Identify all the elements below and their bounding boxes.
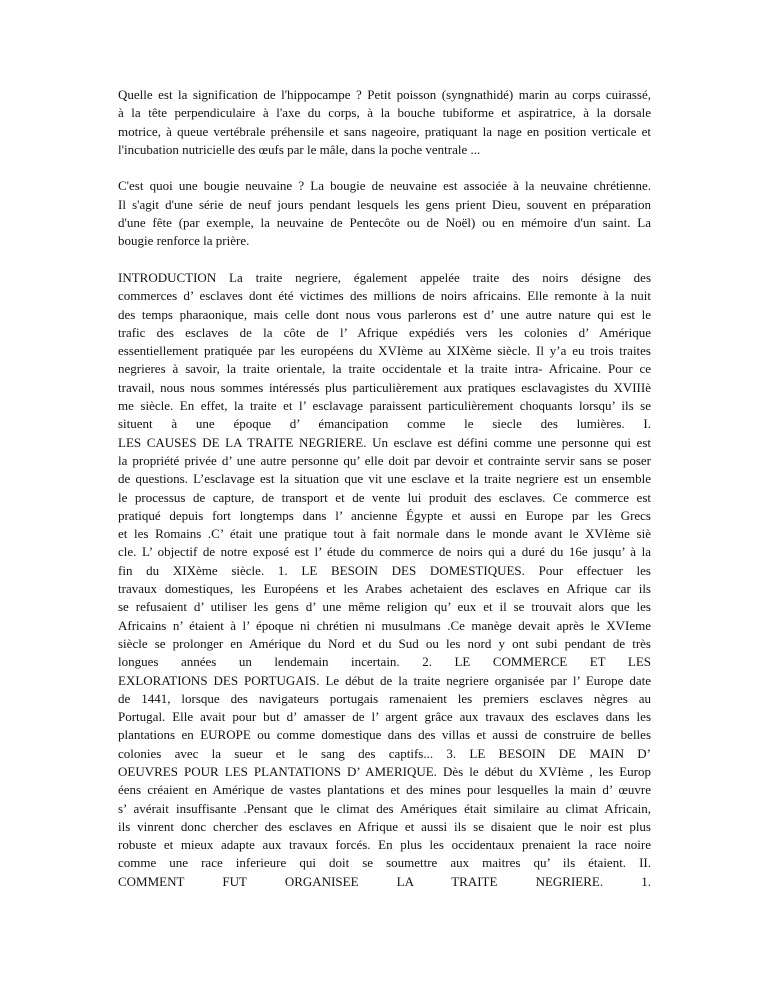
text-line: Portugal. Elle avait pour but d’ amasser de l’ argent grâce aux travaux des esclaves dans les [118, 709, 651, 725]
text-line: ils vinrent donc chercher des esclaves en Afrique et aussi ils se disaient que le noir est plus [118, 818, 651, 834]
text-line: fin du XIXème siècle. 1. LE BESOIN DES DOMESTIQUES. Pour effectuer les [118, 562, 651, 578]
paragraph-bougie-neuvaine [118, 177, 651, 250]
text-line: siècle se prolonger en Amérique du Nord et du Sud ou les nord y ont subi pendant de très [118, 635, 651, 651]
text-line: à la tête perpendiculaire à l'axe du corps, à la bouche tubiforme et aspiratrice, à la dorsale [118, 105, 651, 121]
text-line: se refusaient d’ utiliser les gens d’ une même religion qu’ eux et il se trouvait alors que les [118, 599, 651, 615]
text-line: essentiellement pratiquée par les européens du XVIème au XIXème siècle. Il y’a eu trois traites [118, 343, 651, 359]
text-line: C'est quoi une bougie neuvaine ? La bougie de neuvaine est associée à la neuvaine chrétienne. [118, 178, 651, 194]
text-line: l'incubation nutricielle des œufs par le mâle, dans la poche ventrale ... [118, 141, 481, 157]
paragraph-introduction [118, 269, 651, 891]
text-line: longues années un lendemain incertain. 2. LE COMMERCE ET LES [118, 654, 651, 670]
text-line: colonies avec la sueur et le sang des captifs... 3. LE BESOIN DE MAIN D’ [118, 745, 651, 761]
text-line: le processus de capture, de transport et de vente lui produit des esclaves. Ce commerce est [118, 489, 651, 505]
text-line: commerces d’ esclaves dont été victimes des millions de noirs africains. Elle remonte à la nuit [118, 288, 651, 304]
text-line: COMMENT FUT ORGANISEE LA TRAITE NEGRIERE. 1. [118, 873, 651, 889]
paragraph-hippocampe [118, 86, 651, 159]
text-line: OEUVRES POUR LES PLANTATIONS D’ AMERIQUE. Dès le début du XVIème , les Europ [118, 763, 651, 779]
text-line: éens créaient en Amérique de vastes plantations et des mines pour lesquelles la main d’ œuvre [118, 782, 651, 798]
text-line: comme une race inferieure qui doit se soumettre aux maitres qu’ ils étaient. II. [118, 855, 651, 871]
text-line: et les Romains .C’ était une pratique tout à fait normale dans le monde avant le XVIème siè [118, 526, 651, 542]
text-line: de questions. L’esclavage est la situation que vit une esclave et la traite negriere est un ensemble [118, 471, 651, 487]
document-page [118, 86, 651, 909]
text-line: trafic des esclaves de la côte de l’ Afrique expédiés vers les colonies d’ Amérique [118, 324, 651, 340]
text-line: robuste et mieux adapte aux travaux forcés. En plus les occidentaux prenaient la race noire [118, 837, 651, 853]
text-line: de 1441, lorsque des navigateurs portugais ramenaient les premiers esclaves nègres au [118, 690, 651, 706]
text-line: situent à une époque d’ émancipation comme le siecle des lumières. I. [118, 416, 651, 432]
text-line: d'une fête (par exemple, la neuvaine de Pentecôte ou de Noël) ou en mémoire d'un saint. La [118, 215, 651, 231]
text-line: Quelle est la signification de l'hippocampe ? Petit poisson (syngnathidé) marin au corps cuirassé, [118, 87, 651, 102]
text-line: plantations en EUROPE ou comme domestique dans des villas et aussi de construire de belles [118, 727, 651, 743]
text-line: EXLORATIONS DES PORTUGAIS. Le début de la traite negriere organisée par l’ Europe date [118, 672, 651, 688]
text-line: INTRODUCTION La traite negriere, également appelée traite des noirs désigne des [118, 269, 651, 285]
text-line: Il s'agit d'une série de neuf jours pendant lesquels les gens prient Dieu, souvent en préparation [118, 196, 651, 212]
text-line: LES CAUSES DE LA TRAITE NEGRIERE. Un esclave est défini comme une personne qui est [118, 434, 651, 450]
text-line: travail, nous nous sommes intéressés plus particulièrement aux pratiques esclavagistes du XVIIIè [118, 379, 651, 395]
text-line: travaux domestiques, les Européens et les Arabes achetaient des esclaves en Afrique car ils [118, 581, 651, 597]
text-line: Africains n’ étaient à l’ époque ni chrétien ni musulmans .Ce manège devait après le XVIeme [118, 617, 651, 633]
text-line: des temps pharaonique, mais celle dont nous vous parlerons est d’ une autre nature qui est le [118, 306, 651, 322]
text-line: cle. L’ objectif de notre exposé est l’ étude du commerce de noirs qui a duré du 16e jusqu’ à la [118, 544, 651, 560]
text-line: pratiqué depuis fort longtemps dans l’ ancienne Égypte et aussi en Europe par les Grecs [118, 507, 651, 523]
text-line: la propriété privée d’ une autre personne qu’ elle doit par devoir et contrainte servir sans se poser [118, 452, 651, 468]
text-line: s’ avérait insuffisante .Pensant que le climat des Amériques était similaire au climat Africain, [118, 800, 651, 816]
text-line: motrice, à queue vertébrale préhensile et sans nageoire, pratiquant la nage en position verticale et [118, 123, 651, 139]
text-line: bougie renforce la prière. [118, 233, 250, 249]
text-line: me siècle. En effet, la traite et l’ esclavage paraissent particulièrement choquants lorsqu’ ils se [118, 398, 651, 414]
text-line: negrieres à savoir, la traite orientale, la traite occidentale et la traite intra- Africaine. Pour ce [118, 361, 651, 377]
